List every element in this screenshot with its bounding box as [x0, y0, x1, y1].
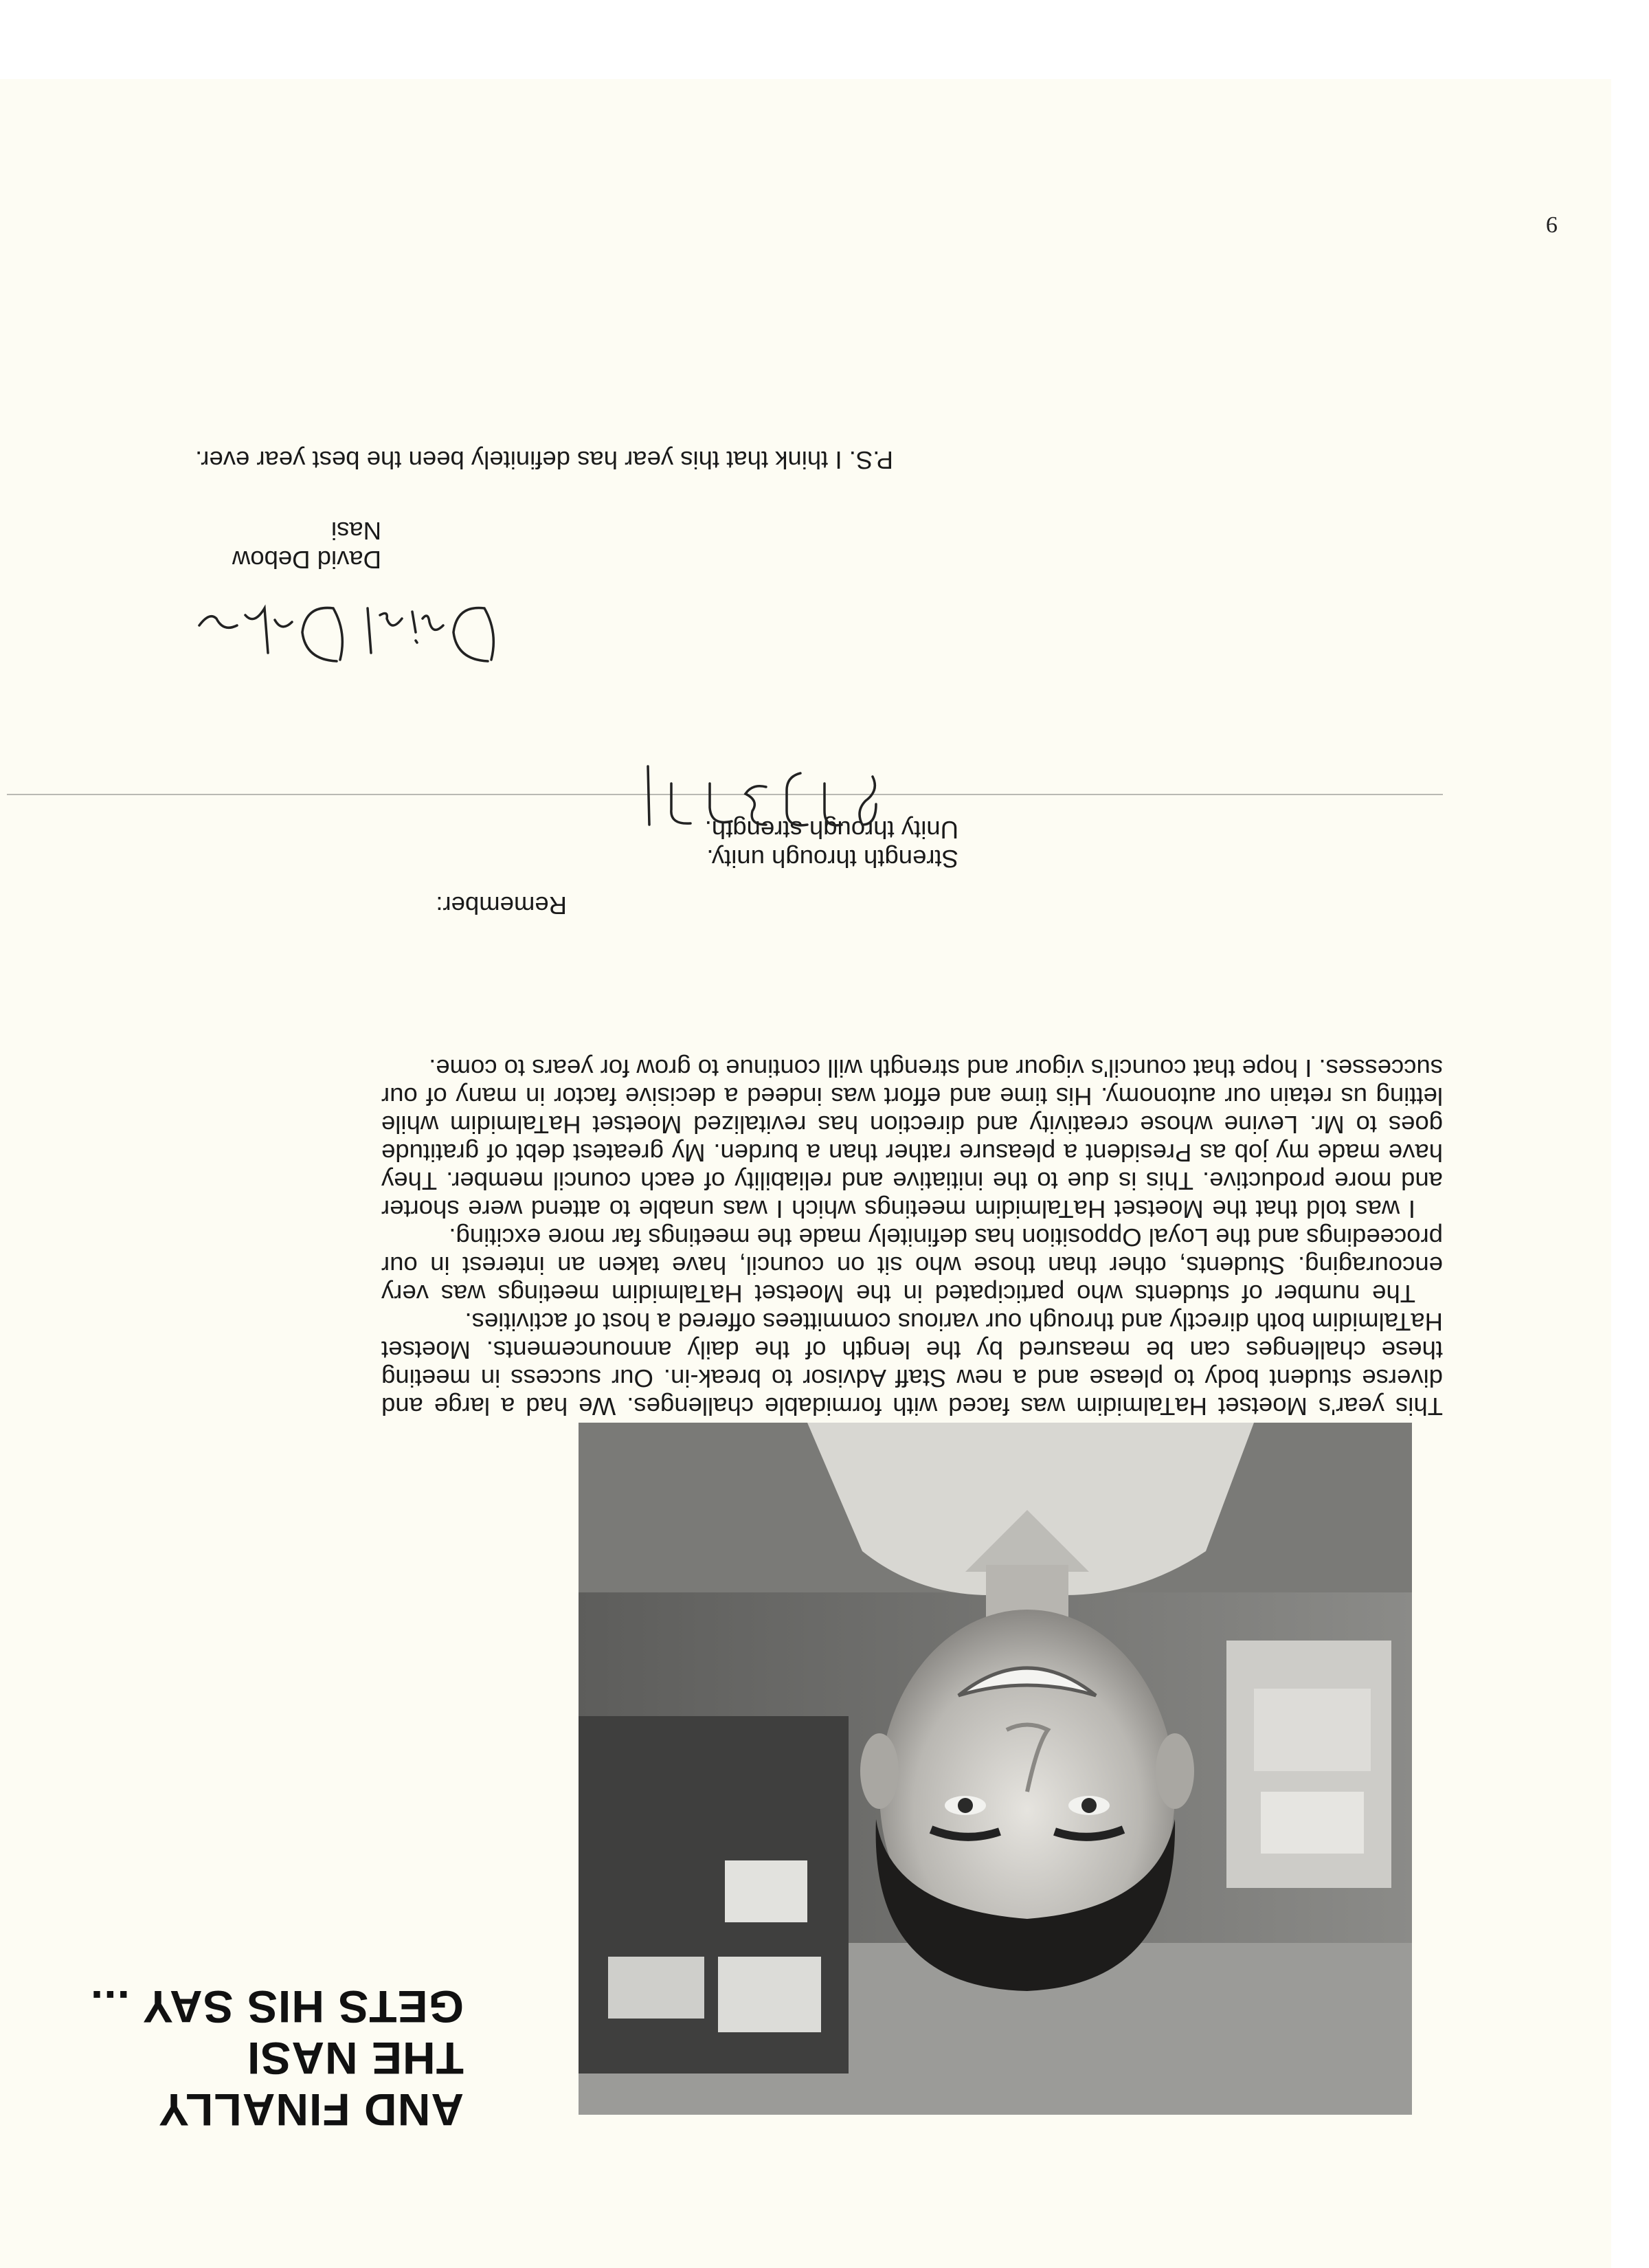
signer-title: Nasi	[330, 517, 381, 545]
motto-line-1: Strength through unity.	[706, 845, 958, 873]
hebrew-signature	[587, 749, 890, 852]
headline-line-3: GETS HIS SAY ...	[89, 1981, 464, 2032]
signer-name: David Debow	[232, 546, 381, 574]
signer-block	[106, 516, 381, 574]
page-content-rotated	[0, 79, 1611, 2268]
headline-line-2: THE NASI	[246, 2033, 464, 2084]
headline-line-1: AND FINALLY	[158, 2084, 464, 2135]
yearbook-page	[0, 79, 1611, 2268]
body-text	[381, 1054, 1443, 1421]
headline	[10, 1981, 464, 2135]
motto-line-2: Unity through strength.	[704, 816, 958, 844]
page-number: 9	[1546, 212, 1558, 237]
body-paragraph-2: The number of students who participated in the Moetset HaTalmidim meetings was very encouraging. Students, other than those who sit on council, have taken an interest in our proceedings and the Loyal Opposition has definitely made the meetings far more exciting.	[381, 1223, 1443, 1308]
portrait-photo	[579, 1423, 1412, 2115]
body-paragraph-3: I was told that the Moetset HaTalmidim meetings which I was unable to attend were shorter and more productive. This is due to the initiative and reliability of each council member. They have made my job as President a pleasure rather than a burden. My greatest debt of gratitude goes to Mr. Levine whose creativity and direction has revitalized Moetset HaTalmidim while letting us retain our autonomy. His time and effort was indeed a decisive factor in many of our successes. I hope that council's vigour and strength will continue to grow for years to come.	[381, 1054, 1443, 1223]
remember-label: Remember:	[436, 891, 567, 920]
body-paragraph-1: This year's Moetset HaTalmidim was faced with formidable challenges. We had a large and diverse student body to please and a new Staff Advisor to break-in. Our success in meeting these challenges can be measured by the length of the daily announcements. Moetset HaTalmidim both directly and through our various committees offered a host of activities.	[381, 1308, 1443, 1421]
portrait-photo-image	[579, 1423, 1412, 2115]
handwritten-signature	[189, 591, 505, 674]
postscript: P.S. I think that this year has definitely been the best year ever.	[195, 446, 893, 474]
